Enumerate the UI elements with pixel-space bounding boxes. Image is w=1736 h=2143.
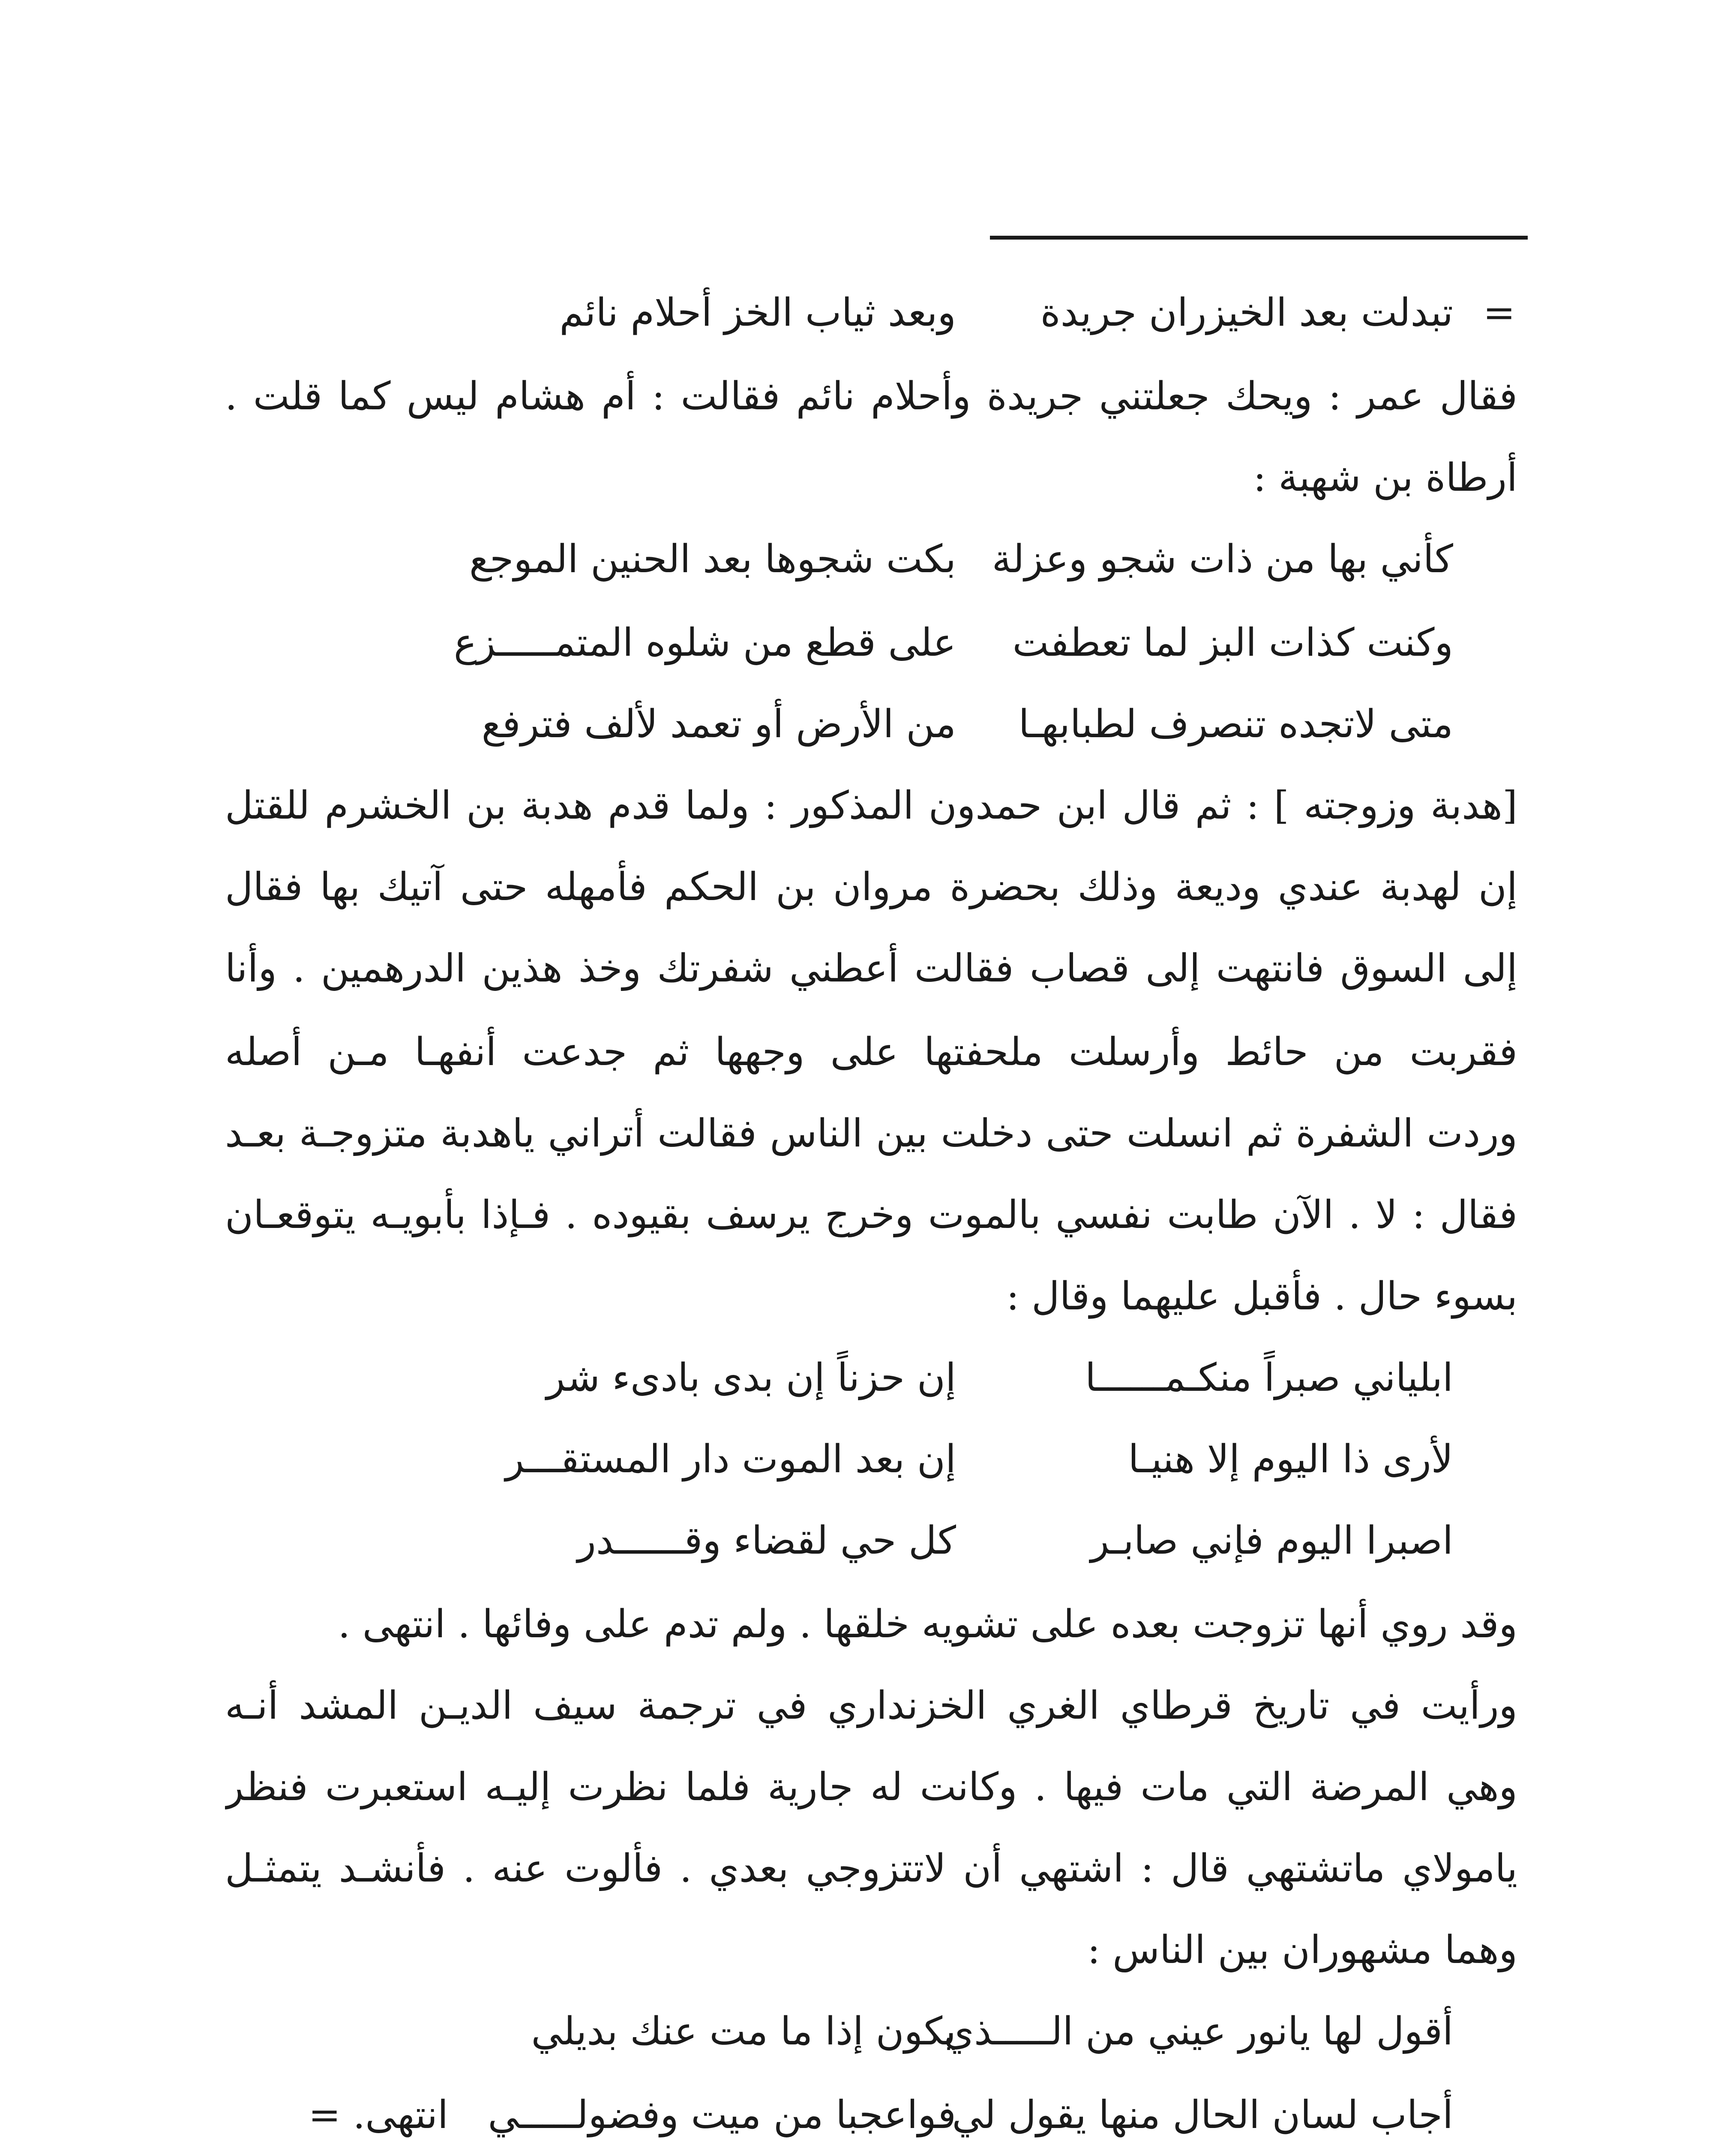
verse-hemistich: ابلياني صبراً منكـمــــــا xyxy=(1085,1355,1453,1400)
footnote-separator-rule xyxy=(990,236,1528,240)
verse-hemistich: على قطع من شلوه المتمـــــزع xyxy=(453,620,956,665)
text-line: إن لهدبة عندي وديعة وذلك بحضرة مروان بن الحكم فأمهله حتى آتيك بها فقال xyxy=(225,864,1517,909)
continuation-marker: = xyxy=(1483,290,1515,335)
text-line: إلى السوق فانتهت إلى قصاب فقالت أعطني شفرتك وخذ هذين الدرهمين . وأنا xyxy=(225,946,1517,991)
verse-hemistich: يكون إذا ما مت عنك بديلي xyxy=(531,2009,956,2054)
verse-hemistich: اصبرا اليوم فإني صابـر xyxy=(1090,1518,1453,1563)
text-line: وقد روي أنها تزوجت بعده على تشويه خلقها . ولم تدم على وفائها . انتهى . xyxy=(338,1602,1517,1647)
text-line: ورأيت في تاريخ قرطاي الغري الخزنداري في ترجمة سيف الديـن المشد أنـه xyxy=(225,1683,1517,1728)
text-line: فقال عمر : ويحك جعلتني جريدة وأحلام نائم فقالت : أم هشام ليس كما قلت . xyxy=(225,374,1517,419)
closing-note: انتهى. = xyxy=(308,2092,448,2137)
verse-hemistich: إن حزناً إن بدى بادىء شر xyxy=(546,1355,956,1400)
verse-hemistich: أقول لها يانور عيني من الـــــذي xyxy=(944,2009,1453,2054)
text-line: وهما مشهوران بين الناس : xyxy=(1087,1927,1517,1972)
text-line: [هدبة وزوجته ] : ثم قال ابن حمدون المذكور : ولما قدم هدبة بن الخشرم للقتل xyxy=(225,783,1517,828)
verse-hemistich: من الأرض أو تعمد لألف فترفع xyxy=(481,702,956,747)
verse-hemistich: أجاب لسان الحال منها يقول لي xyxy=(952,2092,1453,2137)
verse-hemistich: كأني بها من ذات شجو وعزلة xyxy=(992,537,1453,582)
verse-hemistich: إن بعد الموت دار المستقـــر xyxy=(505,1437,956,1482)
text-line: يامولاي ماتشتهي قال : اشتهي أن لاتتزوجي بعدي . فألوت عنه . فأنشـد يتمثـل xyxy=(225,1846,1517,1891)
text-line: أرطاة بن شهبة : xyxy=(1253,455,1517,500)
text-line: وهي المرضة التي مات فيها . وكانت له جارية فلما نظرت إليـه استعبرت فنظر xyxy=(225,1765,1517,1810)
verse-hemistich: بكت شجوها بعد الحنين الموجع xyxy=(469,537,956,582)
verse-hemistich: وبعد ثياب الخز أحلام نائم xyxy=(559,290,956,335)
text-line: وردت الشفرة ثم انسلت حتى دخلت بين الناس فقالت أتراني ياهدبة متزوجـة بعـد xyxy=(225,1111,1517,1156)
verse-hemistich: وكنت كذات البز لما تعطفت xyxy=(1012,620,1453,665)
text-line: فقربت من حائط وأرسلت ملحفتها على وجهها ثم جدعت أنفهـا مـن أصله xyxy=(225,1029,1517,1075)
verse-hemistich: تبدلت بعد الخيزران جريدة xyxy=(1040,290,1453,335)
verse-hemistich: فواعجبا من ميت وفضولـــــي xyxy=(488,2092,956,2137)
verse-hemistich: متى لاتجده تنصرف لطبابهـا xyxy=(1018,702,1453,747)
verse-hemistich: كل حي لقضاء وقــــــدر xyxy=(577,1518,956,1563)
verse-hemistich: لأرى ذا اليوم إلا هنيـا xyxy=(1128,1437,1453,1482)
text-line: بسوء حال . فأقبل عليهما وقال : xyxy=(1006,1274,1517,1319)
text-line: فقال : لا . الآن طابت نفسي بالموت وخرج يرسف بقيوده . فـإذا بأبويـه يتوقعـان xyxy=(225,1192,1517,1237)
